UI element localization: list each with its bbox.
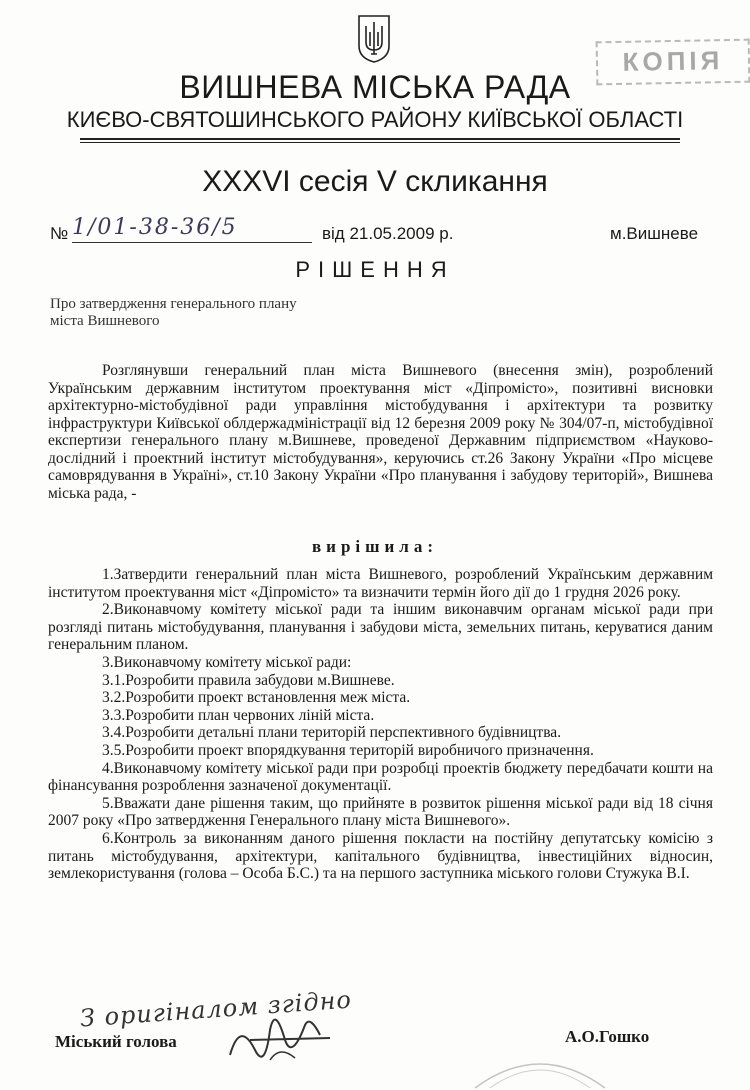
header-divider-thin	[80, 142, 680, 143]
decision-subject	[50, 296, 370, 330]
copy-stamp: КОПІЯ	[596, 39, 750, 86]
mayor-name: А.О.Гошко	[565, 1027, 650, 1046]
council-name: ВИШНЕВА МІСЬКА РАДА	[179, 69, 571, 105]
decision-place: м.Вишневе	[610, 224, 699, 243]
resolution-item-2: 2.Виконавчому комітету міської ради та іншим виконавчим органам міської ради при розгляді питань містобудування, планування і забудови міста, земельних питань, керуватися даним генеральним планом.	[48, 601, 713, 654]
resolution-item-4: 4.Виконавчому комітету міської ради при розробці проектів бюджету передбачати кошти на фінансування розроблення зазначеної документації.	[48, 759, 713, 795]
handwritten-certification: З оригіналом згідно	[79, 985, 353, 1033]
resolution-item-3-3: 3.3.Розробити план червоних ліній міста.	[102, 706, 375, 724]
resolved-label: вирішила:	[312, 537, 438, 556]
resolution-item-3: 3.Виконавчому комітету міської ради:	[102, 653, 352, 671]
official-seal	[470, 1050, 610, 1090]
subject-line-2: міста Вишневого	[50, 313, 160, 329]
preamble-paragraph: Розглянувши генеральний план міста Вишневого (внесення змін), розроблений Українським державним інститутом проектування міст «Діпромісто», позитивні висновки архітектурно-містобудівної ради управління містобудування і архітектури та розвитку інфраструктури Київської облдержадміністрації від 12 березня 2009 року № 304/07-п, містобудівної експертизи генерального плану м.Вишневе, проведеної Державним підприємством «Науково-дослідний і проектний інститут містобудування», керуючись ст.26 Закону України «Про місцеве самоврядування в Україні», ст.10 Закону України «Про планування і забудову територій», Вишнева міська рада, -	[48, 362, 713, 502]
resolution-item-3-1: 3.1.Розробити правила забудови м.Вишневе.	[102, 671, 395, 689]
resolution-item-3-2: 3.2.Розробити проект встановлення меж міста.	[102, 689, 411, 707]
resolution-item-5: 5.Вважати дане рішення таким, що прийняте в розвиток рішення міської ради від 18 січня 2007 року «Про затвердження Генерального плану міста Вишневого».	[48, 794, 713, 830]
header-divider	[80, 138, 680, 140]
resolution-item-3-4: 3.4.Розробити детальні плани територій перспективного будівництва.	[102, 724, 562, 742]
mayor-title: Міський голова	[55, 1032, 177, 1051]
resolution-item-6: 6.Контроль за виконанням даного рішення покласти на постійну депутатську комісію з питань містобудування, архітектури, капітального будівництва, інвестиційних відносин, землекористування (голова – Особа Б.С.) та на першого заступника міського голови Стужука В.І.	[48, 829, 713, 883]
number-underline	[72, 242, 312, 243]
number-label: №	[50, 224, 69, 243]
coat-of-arms-icon	[356, 14, 392, 64]
resolution-items	[48, 566, 713, 883]
resolution-item-3-5: 3.5.Розробити проект впорядкування територій виробничого призначення.	[102, 741, 594, 759]
document-title: РІШЕННЯ	[295, 257, 455, 282]
session-title: XXXVI сесія V скликання	[202, 165, 548, 198]
district-name: КИЄВО-СВЯТОШИНСЬКОГО РАЙОНУ КИЇВСЬКОЇ ОБЛАСТІ	[66, 107, 684, 132]
subject-line-1: Про затвердження генерального плану	[50, 296, 297, 312]
decision-number: 1/01-38-36/5	[72, 215, 238, 240]
mayor-signature	[210, 1000, 360, 1070]
preamble-block	[48, 362, 713, 502]
resolution-item-1: 1.Затвердити генеральний план міста Вишневого, розроблений Українським державним інститутом проектування міст «Діпромісто» та визначити термін його дії до 1 грудня 2026 року.	[48, 566, 713, 601]
decision-meta	[50, 215, 700, 245]
decision-date: від 21.05.2009 р.	[322, 224, 454, 243]
